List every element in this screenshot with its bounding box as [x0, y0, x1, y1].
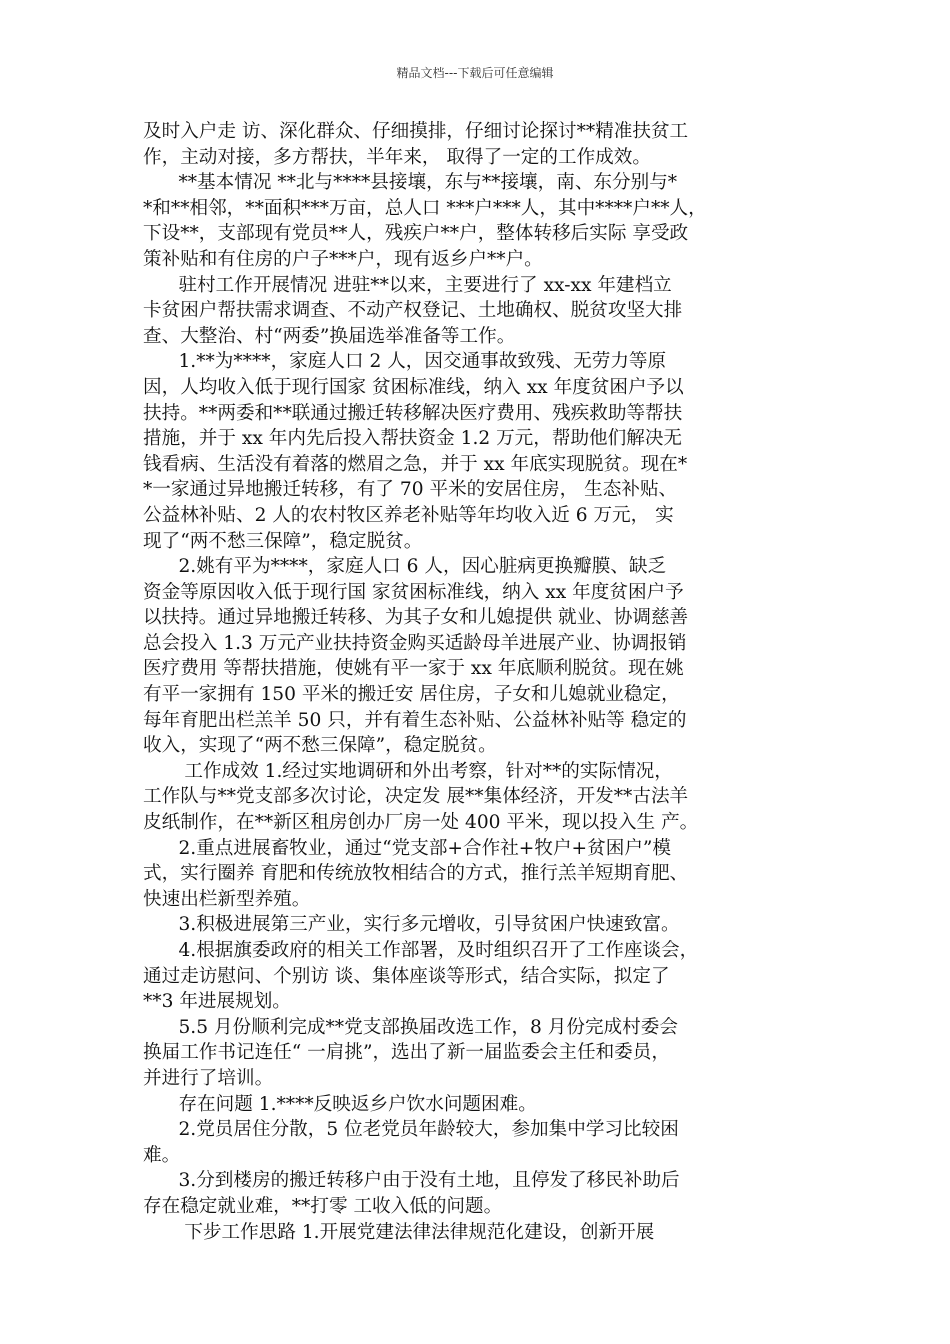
- text-line: 钱看病、生活没有着落的燃眉之急，并于 xx 年底实现脱贫。现在*: [143, 453, 688, 475]
- text-line: **3 年进展规划。: [143, 991, 291, 1013]
- text-line: 3.积极进展第三产业，实行多元增收，引导贫困户快速致富。: [143, 914, 680, 936]
- text-line: 并进行了培训。: [143, 1067, 274, 1089]
- text-line: *和**相邻，**面积***万亩，总人口 ***户***人，其中****户**人，: [143, 197, 707, 219]
- text-line: 及时入户走 访、深化群众、仔细摸排，仔细讨论探讨**精准扶贫工: [143, 121, 689, 142]
- text-line: 因，人均收入低于现行国家 贫困标准线，纳入 xx 年度贫困户予以: [143, 376, 684, 398]
- text-line: 换届工作书记连任“ 一肩挑”，选出了新一届监委会主任和委员，: [143, 1042, 670, 1064]
- text-line: 作，主动对接，多方帮扶，半年来， 取得了一定的工作成效。: [143, 146, 651, 168]
- text-line: 存在稳定就业难，**打零 工收入低的问题。: [143, 1195, 503, 1217]
- document-body: [143, 119, 823, 1245]
- text-line: 存在问题 1.****反映返乡户饮水问题困难。: [143, 1093, 537, 1115]
- text-line: 快速出栏新型养殖。: [143, 888, 311, 910]
- page-header: 精品文档---下载后可任意编辑: [396, 66, 554, 80]
- text-line: *一家通过异地搬迁转移，有了 70 平米的安居住房， 生态补贴、: [143, 479, 678, 501]
- text-line: 措施，并于 xx 年内先后投入帮扶资金 1.2 万元，帮助他们解决无: [143, 428, 683, 450]
- text-line: 扶持。**两委和**联通过搬迁转移解决医疗费用、残疾救助等帮扶: [143, 402, 683, 424]
- text-line: 4.根据旗委政府的相关工作部署，及时组织召开了工作座谈会，: [143, 940, 699, 961]
- text-line: 皮纸制作，在**新区租房创办厂房一处 400 平米，现以投入生 产。: [143, 812, 699, 834]
- text-line: 收入，实现了“两不愁三保障”，稳定脱贫。: [143, 735, 497, 757]
- text-line: 式，实行圈养 育肥和传统放牧相结合的方式，推行羔羊短期育肥、: [143, 863, 689, 885]
- text-line: 公益林补贴、2 人的农村牧区养老补贴等年均收入近 6 万元， 实: [143, 504, 674, 526]
- text-line: 通过走访慰问、个别访 谈、集体座谈等形式，结合实际，拟定了: [143, 965, 670, 987]
- text-line: 1.**为****，家庭人口 2 人，因交通事故致残、无劳力等原: [143, 351, 667, 373]
- text-line: 2.姚有平为****，家庭人口 6 人，因心脏病更换瓣膜、缺乏: [143, 556, 667, 578]
- text-line: 总会投入 1.3 万元产业扶持资金购买适龄母羊进展产业、协调报销: [143, 632, 687, 654]
- text-line: 2.重点进展畜牧业，通过“党支部+合作社+牧户+贫困户”模: [143, 837, 672, 859]
- text-line: 查、大整治、村“两委”换届选举准备等工作。: [143, 325, 516, 347]
- text-line: 下步工作思路 1.开展党建法律法律规范化建设，创新开展: [143, 1221, 655, 1243]
- text-line: 难。: [143, 1144, 181, 1166]
- text-line: 5.5 月份顺利完成**党支部换届改选工作，8 月份完成村委会: [143, 1016, 678, 1038]
- text-line: 策补贴和有住房的户子***户，现有返乡户**户。: [143, 248, 543, 270]
- text-line: 3.分到楼房的搬迁转移户由于没有土地，且停发了移民补助后: [143, 1170, 680, 1192]
- text-line: 资金等原因收入低于现行国 家贫困标准线，纳入 xx 年度贫困户予: [143, 581, 684, 603]
- text-line: 工作成效 1.经过实地调研和外出考察，针对**的实际情况，: [143, 760, 673, 782]
- text-line: 每年育肥出栏羔羊 50 只，并有着生态补贴、公益林补贴等 稳定的: [143, 709, 687, 731]
- text-line: 下设**，支部现有党员**人，残疾户**户，整体转移后实际 享受政: [143, 223, 689, 245]
- text-line: 工作队与**党支部多次讨论，决定发 展**集体经济，开发**古法羊: [143, 786, 689, 808]
- text-line: 医疗费用 等帮扶措施，使姚有平一家于 xx 年底顺利脱贫。现在姚: [143, 658, 684, 680]
- text-line: **基本情况 **北与****县接壤，东与**接壤，南、东分别与*: [143, 172, 678, 194]
- text-line: 卡贫困户帮扶需求调查、不动产权登记、土地确权、脱贫攻坚大排: [143, 300, 683, 322]
- text-line: 以扶持。通过异地搬迁转移、为其子女和儿媳提供 就业、协调慈善: [143, 607, 689, 629]
- text-line: 驻村工作开展情况 进驻**以来，主要进行了 xx-xx 年建档立: [143, 274, 672, 296]
- text-line: 现了“两不愁三保障”，稳定脱贫。: [143, 530, 423, 552]
- text-line: 有平一家拥有 150 平米的搬迁安 居住房，子女和儿媳就业稳定，: [143, 684, 680, 706]
- text-line: 2.党员居住分散，5 位老党员年龄较大，参加集中学习比较困: [143, 1119, 679, 1141]
